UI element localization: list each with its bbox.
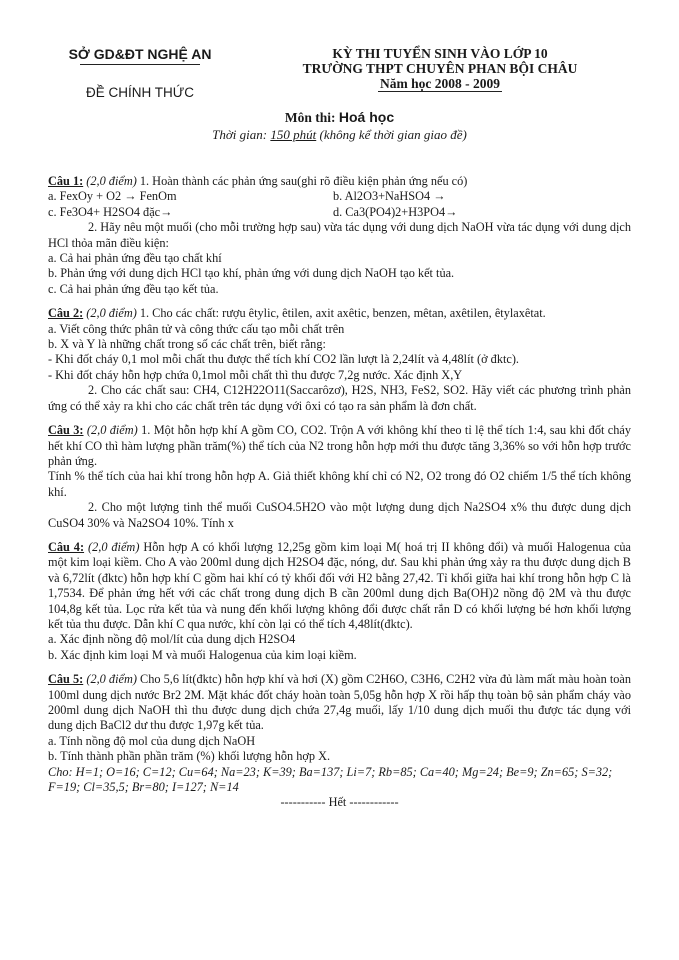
q1-option-c: c. Cả hai phản ứng đều tạo kết tủa. [48, 281, 219, 296]
q2-part2: 2. Cho các chất sau: CH4, C12H22O11(Saccarôzơ), H2S, NH3, FeS2, SO2. Hãy viết các phương trình phản ứng có thể xảy ra khi cho các chất trên tác dụng với ôxi có tạo ra sản phẩm là đơn chất. [48, 383, 631, 413]
header-rule [80, 64, 200, 65]
exam-title: KỲ THI TUYỂN SINH VÀO LỚP 10 [332, 46, 548, 61]
end-marker: ----------- Hết ------------ [280, 795, 399, 810]
time-line [0, 127, 679, 143]
header-left [50, 46, 230, 100]
exam-content [48, 174, 631, 811]
q2-intro: 1. Cho các chất: rượu êtylic, êtilen, axit axêtic, benzen, mêtan, axêtilen, êtylaxêtat. [136, 306, 546, 321]
q4-label: Câu 4: [48, 539, 85, 554]
q1-reaction-a: a. FexOy + O2 → FenOm [48, 189, 177, 204]
q2-heading [48, 306, 631, 321]
header-right [260, 46, 620, 92]
q3-label: Câu 3: [48, 423, 84, 438]
q3-intro: 1. Một hỗn hợp khí A gồm CO, CO2. Trộn A với không khí theo tỉ lệ thể tích 1:4, sau khi đốt cháy hết khí CO thì hàm lượng phần trăm(%) thể tích của N2 trong hỗn hợp mới thu được tăng 3,36% so với hỗn hợp trước phản ứng. [48, 423, 631, 468]
q4-intro: Hỗn hợp A có khối lượng 12,25g gồm kim loại M( hoá trị II không đổi) và muối Halogenua của một kim loại kiềm. Cho A vào 200ml dung dịch H2SO4 đặc, nóng, dư. Sau khi phản ứng xảy ra thu được dung dịch B và 6,72lít (đktc) hỗn hợp khí C gồm hai khí có tỷ khối đối với H2 bằng 27,42. Tỉ khối giữa hai khí trong hỗn hợp C là 1,7534. Để phản ứng hết với các chất trong dung dịch B cần 200ml dung dịch Ba(OH)2 nồng độ 2M và thu được 104,8g kết tủa. Lọc rửa kết tủa và nung đến khối lượng không đổi được chất rắn D có khối lượng bé hơn khối lượng kết tủa thu được. Dẫn khí C qua nước, khí còn lại có thể tích 4,48lít(đktc). [48, 539, 632, 631]
q2-option-a: a. Viết công thức phân tử và công thức cấu tạo mỗi chất trên [48, 321, 345, 336]
q4-option-b: b. Xác định kim loại M và muối Halogenua của kim loại kiềm. [48, 647, 357, 662]
q1-points: (2,0 điểm) [83, 174, 137, 188]
school-name: TRƯỜNG THPT CHUYÊN PHAN BỘI CHÂU [302, 61, 578, 76]
q4-heading [48, 540, 631, 632]
q3-points: (2,0 điểm) [83, 423, 138, 438]
subject-value: Hoá học [338, 109, 395, 125]
time-value: 150 phút [270, 127, 317, 142]
q5-option-b: b. Tính thành phần phần trăm (%) khối lượng hỗn hợp X. [48, 749, 331, 764]
q3-heading [48, 423, 631, 469]
time-prefix: Thời gian: [212, 127, 271, 142]
q3-part2: 2. Cho một lượng tinh thể muối CuSO4.5H2O vào một lượng dung dịch Na2SO4 x% thu được dung dịch CuSO4 30% và Na2SO4 10%. Tính x [48, 500, 631, 530]
q2-line1: - Khi đốt cháy 0,1 mol mỗi chất thu được thể tích khí CO2 lần lượt là 2,24lít và 4,48lít (ở đktc). [48, 352, 520, 367]
q1-reaction-b: b. Al2O3+NaHSO4 → [333, 189, 446, 204]
q1-intro: 1. Hoàn thành các phản ứng sau(ghi rõ điều kiện phản ứng nếu có) [136, 174, 468, 188]
q1-option-b: b. Phản ứng với dung dịch HCl tạo khí, phản ứng với dung dịch NaOH tạo kết tủa. [48, 266, 455, 281]
q1-reactions-row1 [48, 189, 631, 204]
q2-points: (2,0 điểm) [83, 306, 137, 321]
q4-points: (2,0 điểm) [84, 539, 140, 554]
subject-label: Môn thi: [284, 110, 339, 125]
q1-option-a: a. Cả hai phản ứng đều tạo chất khí [48, 251, 222, 266]
q1-reaction-d: d. Ca3(PO4)2+H3PO4→ [333, 204, 458, 219]
q5-intro: Cho 5,6 lít(đktc) hỗn hợp khí và hơi (X) gồm C2H6O, C3H6, C2H2 vừa đủ làm mất màu hoàn toàn 100ml dung dịch nước Br2 2M. Mặt khác đốt cháy hoàn toàn 5,05g hỗn hợp X rồi hấp thụ toàn bộ sản phẩm cháy vào 200ml dung dịch NaOH thì thu được dung dịch chứa 27,4g muối, lấy 1/10 dung dịch muối thu được tác dụng với dung dịch BaCl2 dư thu được 1,97g kết tủa. [48, 672, 632, 733]
q5-label: Câu 5: [48, 672, 84, 687]
official-label: ĐỀ CHÍNH THỨC [85, 85, 195, 100]
q2-line2: - Khi đốt cháy hỗn hợp chứa 0,1mol mỗi chất thì thu được 7,2g nước. Xác định X,Y [48, 367, 463, 382]
q1-reactions-row2 [48, 205, 631, 220]
subject-line [0, 109, 679, 126]
q4-option-a: a. Xác định nồng độ mol/lít của dung dịch H2SO4 [48, 632, 296, 647]
q3-line1: Tính % thể tích của hai khí trong hỗn hợp A. Giả thiết không khí chỉ có N2, O2 trong đó O2 chiếm 1/5 thể tích không khí. [48, 469, 631, 499]
q2-label: Câu 2: [48, 306, 84, 321]
time-suffix: (không kể thời gian giao đề) [316, 127, 467, 142]
q1-part2: 2. Hãy nêu một muối (cho mỗi trường hợp sau) vừa tác dụng với dung dịch NaOH vừa tác dụng với dung dịch HCl thỏa mãn điều kiện: [48, 220, 631, 250]
q5-option-a: a. Tính nồng độ mol của dung dịch NaOH [48, 733, 256, 748]
department-name: SỞ GD&ĐT NGHỆ AN [68, 46, 212, 62]
q1-label: Câu 1: [48, 174, 84, 188]
q1-reaction-c: c. Fe3O4+ H2SO4 đặc→ [48, 204, 173, 219]
q1-heading [48, 174, 631, 189]
school-year: Năm học 2008 - 2009 [380, 76, 500, 91]
q5-heading [48, 672, 631, 734]
q2-option-b: b. X và Y là những chất trong số các chất trên, biết rằng: [48, 337, 326, 352]
q5-points: (2,0 điểm) [83, 672, 137, 687]
atomic-masses: Cho: H=1; O=16; C=12; Cu=64; Na=23; K=39; Ba=137; Li=7; Rb=85; Ca=40; Mg=24; Be=9; Zn=65; S=32; F=19; Cl=35,5; Br=80; I=127; N=14 [48, 764, 613, 795]
